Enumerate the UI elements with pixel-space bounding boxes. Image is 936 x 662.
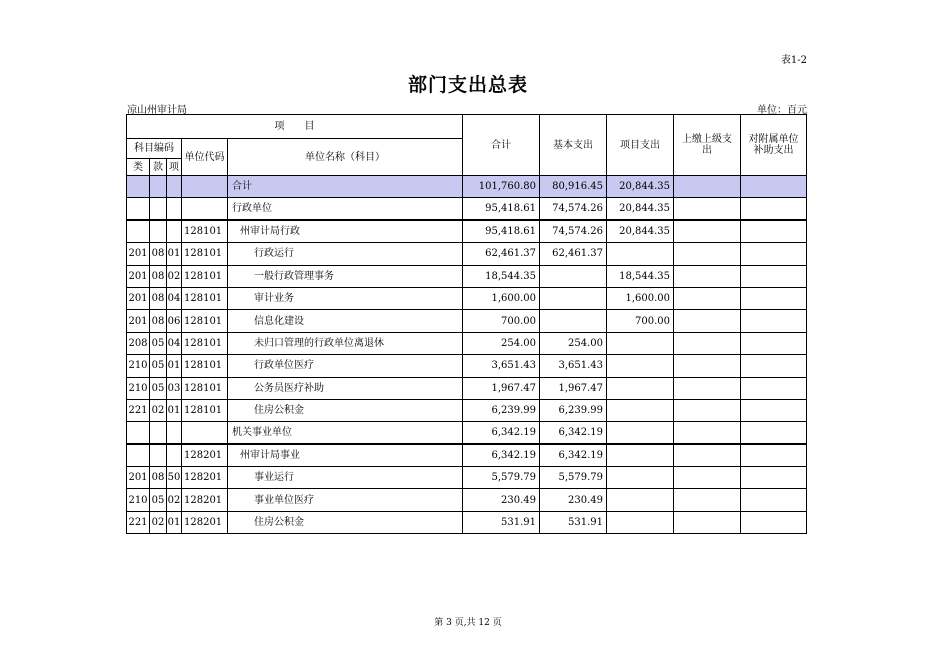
unit-code-cell: 128101 — [182, 355, 228, 377]
header-project: 项 目 — [127, 115, 463, 139]
project-cell — [607, 489, 674, 511]
header-subject-code: 科目编码 — [127, 139, 182, 159]
project-cell: 20,844.35 — [607, 176, 674, 198]
header-unit-name: 单位名称（科目） — [228, 139, 463, 176]
upper-cell — [674, 489, 741, 511]
unit-code-cell: 128201 — [182, 489, 228, 511]
basic-cell: 6,342.19 — [540, 444, 607, 466]
upper-cell — [674, 287, 741, 309]
total-cell: 62,461.37 — [463, 243, 540, 265]
kuan-cell — [150, 176, 167, 198]
subsidy-cell — [741, 176, 807, 198]
xiang-cell: 01 — [167, 399, 182, 421]
table-total-row — [127, 176, 807, 198]
xiang-cell: 06 — [167, 310, 182, 332]
subsidy-cell — [741, 489, 807, 511]
unit-code-cell: 128101 — [182, 287, 228, 309]
subsidy-cell — [741, 377, 807, 399]
kuan-cell: 05 — [150, 489, 167, 511]
table-row — [127, 198, 807, 220]
lei-cell: 201 — [127, 467, 150, 489]
page-footer: 第 3 页,共 12 页 — [434, 618, 502, 628]
table-row — [127, 243, 807, 265]
unit-code-cell: 128201 — [182, 467, 228, 489]
xiang-cell: 02 — [167, 489, 182, 511]
total-cell: 531.91 — [463, 511, 540, 533]
unit-name-cell: 州审计局行政 — [228, 220, 463, 242]
project-cell — [607, 332, 674, 354]
table-row — [127, 220, 807, 242]
project-cell: 18,544.35 — [607, 265, 674, 287]
basic-cell: 1,967.47 — [540, 377, 607, 399]
basic-cell: 6,239.99 — [540, 399, 607, 421]
total-cell: 700.00 — [463, 310, 540, 332]
header-unit-code: 单位代码 — [182, 139, 228, 176]
upper-cell — [674, 243, 741, 265]
basic-cell — [540, 265, 607, 287]
table-row — [127, 444, 807, 466]
upper-cell — [674, 176, 741, 198]
lei-cell: 210 — [127, 355, 150, 377]
kuan-cell — [150, 444, 167, 466]
basic-cell: 5,579.79 — [540, 467, 607, 489]
unit-name-cell: 行政单位医疗 — [228, 355, 463, 377]
xiang-cell — [167, 198, 182, 220]
kuan-cell: 08 — [150, 310, 167, 332]
xiang-cell — [167, 220, 182, 242]
total-cell: 6,239.99 — [463, 399, 540, 421]
upper-cell — [674, 422, 741, 444]
total-cell: 95,418.61 — [463, 198, 540, 220]
kuan-cell — [150, 422, 167, 444]
subsidy-cell — [741, 355, 807, 377]
table-row — [127, 355, 807, 377]
upper-cell — [674, 355, 741, 377]
unit-code-cell — [182, 198, 228, 220]
xiang-cell: 01 — [167, 243, 182, 265]
table-row — [127, 511, 807, 533]
unit-name-cell: 事业单位医疗 — [228, 489, 463, 511]
upper-cell — [674, 310, 741, 332]
unit-code-cell — [182, 422, 228, 444]
lei-cell — [127, 444, 150, 466]
basic-cell: 3,651.43 — [540, 355, 607, 377]
upper-cell — [674, 377, 741, 399]
xiang-cell: 04 — [167, 332, 182, 354]
unit-code-cell: 128101 — [182, 243, 228, 265]
unit-code-cell: 128101 — [182, 265, 228, 287]
project-cell — [607, 467, 674, 489]
subsidy-cell — [741, 198, 807, 220]
table-row — [127, 332, 807, 354]
xiang-cell: 02 — [167, 265, 182, 287]
lei-cell — [127, 198, 150, 220]
kuan-cell — [150, 198, 167, 220]
project-cell — [607, 243, 674, 265]
subsidy-cell — [741, 243, 807, 265]
subsidy-cell — [741, 399, 807, 421]
agency-name: 凉山州审计局 — [127, 105, 187, 116]
basic-cell — [540, 310, 607, 332]
total-cell: 230.49 — [463, 489, 540, 511]
basic-cell: 62,461.37 — [540, 243, 607, 265]
kuan-cell: 08 — [150, 467, 167, 489]
xiang-cell — [167, 176, 182, 198]
subsidy-cell — [741, 467, 807, 489]
subsidy-cell — [741, 444, 807, 466]
lei-cell: 201 — [127, 310, 150, 332]
subsidy-cell — [741, 332, 807, 354]
basic-cell: 74,574.26 — [540, 220, 607, 242]
project-cell — [607, 355, 674, 377]
header-kuan: 款 — [150, 159, 167, 176]
xiang-cell: 01 — [167, 511, 182, 533]
xiang-cell: 01 — [167, 355, 182, 377]
basic-cell: 531.91 — [540, 511, 607, 533]
unit-code-cell: 128101 — [182, 310, 228, 332]
unit-name-cell: 事业运行 — [228, 467, 463, 489]
unit-code-cell: 128101 — [182, 220, 228, 242]
total-cell: 101,760.80 — [463, 176, 540, 198]
upper-cell — [674, 332, 741, 354]
table-row — [127, 377, 807, 399]
upper-cell — [674, 198, 741, 220]
unit-name-cell: 审计业务 — [228, 287, 463, 309]
unit-name-cell: 公务员医疗补助 — [228, 377, 463, 399]
project-cell: 20,844.35 — [607, 198, 674, 220]
expenditure-table — [126, 114, 807, 534]
upper-cell — [674, 399, 741, 421]
unit-code-cell: 128101 — [182, 399, 228, 421]
table-row — [127, 287, 807, 309]
unit-code-cell — [182, 176, 228, 198]
total-cell: 18,544.35 — [463, 265, 540, 287]
xiang-cell: 50 — [167, 467, 182, 489]
lei-cell: 210 — [127, 489, 150, 511]
header-project-expenditure: 项目支出 — [607, 115, 674, 176]
total-cell: 254.00 — [463, 332, 540, 354]
unit-code-cell: 128101 — [182, 332, 228, 354]
unit-label: 单位：百元 — [757, 105, 807, 116]
upper-cell — [674, 511, 741, 533]
project-cell: 1,600.00 — [607, 287, 674, 309]
subsidy-cell — [741, 422, 807, 444]
header-lei: 类 — [127, 159, 150, 176]
unit-name-cell: 住房公积金 — [228, 511, 463, 533]
kuan-cell: 05 — [150, 355, 167, 377]
project-cell — [607, 422, 674, 444]
xiang-cell: 03 — [167, 377, 182, 399]
lei-cell: 210 — [127, 377, 150, 399]
upper-cell — [674, 220, 741, 242]
xiang-cell — [167, 422, 182, 444]
table-row — [127, 467, 807, 489]
kuan-cell: 08 — [150, 265, 167, 287]
basic-cell: 254.00 — [540, 332, 607, 354]
unit-name-cell: 信息化建设 — [228, 310, 463, 332]
kuan-cell: 08 — [150, 243, 167, 265]
unit-name-cell: 行政运行 — [228, 243, 463, 265]
lei-cell: 201 — [127, 265, 150, 287]
lei-cell: 221 — [127, 511, 150, 533]
form-number: 表1-2 — [780, 55, 807, 66]
kuan-cell: 08 — [150, 287, 167, 309]
subsidy-cell — [741, 265, 807, 287]
lei-cell — [127, 220, 150, 242]
table-row — [127, 310, 807, 332]
project-cell — [607, 511, 674, 533]
project-cell — [607, 377, 674, 399]
table-row — [127, 489, 807, 511]
total-cell: 1,967.47 — [463, 377, 540, 399]
header-upper: 上缴上级支出 — [674, 115, 741, 176]
total-cell: 1,600.00 — [463, 287, 540, 309]
header-xiang: 项 — [167, 159, 182, 176]
unit-code-cell: 128101 — [182, 377, 228, 399]
upper-cell — [674, 444, 741, 466]
basic-cell: 6,342.19 — [540, 422, 607, 444]
project-cell — [607, 444, 674, 466]
upper-cell — [674, 265, 741, 287]
subsidy-cell — [741, 511, 807, 533]
lei-cell — [127, 176, 150, 198]
lei-cell: 201 — [127, 243, 150, 265]
table-row — [127, 399, 807, 421]
subsidy-cell — [741, 220, 807, 242]
kuan-cell: 02 — [150, 399, 167, 421]
page-title: 部门支出总表 — [407, 74, 528, 96]
basic-cell — [540, 287, 607, 309]
unit-code-cell: 128201 — [182, 511, 228, 533]
xiang-cell — [167, 444, 182, 466]
unit-name-cell: 合计 — [228, 176, 463, 198]
total-cell: 3,651.43 — [463, 355, 540, 377]
lei-cell: 208 — [127, 332, 150, 354]
basic-cell: 74,574.26 — [540, 198, 607, 220]
kuan-cell: 05 — [150, 332, 167, 354]
unit-name-cell: 州审计局事业 — [228, 444, 463, 466]
table-row — [127, 265, 807, 287]
kuan-cell: 05 — [150, 377, 167, 399]
total-cell: 95,418.61 — [463, 220, 540, 242]
kuan-cell — [150, 220, 167, 242]
upper-cell — [674, 467, 741, 489]
total-cell: 6,342.19 — [463, 444, 540, 466]
project-cell: 700.00 — [607, 310, 674, 332]
subsidy-cell — [741, 287, 807, 309]
lei-cell: 221 — [127, 399, 150, 421]
basic-cell: 230.49 — [540, 489, 607, 511]
unit-name-cell: 一般行政管理事务 — [228, 265, 463, 287]
header-subsidy: 对附属单位补助支出 — [741, 115, 807, 176]
unit-code-cell: 128201 — [182, 444, 228, 466]
total-cell: 6,342.19 — [463, 422, 540, 444]
table-row — [127, 422, 807, 444]
project-cell: 20,844.35 — [607, 220, 674, 242]
project-cell — [607, 399, 674, 421]
header-basic: 基本支出 — [540, 115, 607, 176]
kuan-cell: 02 — [150, 511, 167, 533]
header-total: 合计 — [463, 115, 540, 176]
unit-name-cell: 未归口管理的行政单位离退休 — [228, 332, 463, 354]
total-cell: 5,579.79 — [463, 467, 540, 489]
lei-cell: 201 — [127, 287, 150, 309]
xiang-cell: 04 — [167, 287, 182, 309]
lei-cell — [127, 422, 150, 444]
unit-name-cell: 机关事业单位 — [228, 422, 463, 444]
subsidy-cell — [741, 310, 807, 332]
basic-cell: 80,916.45 — [540, 176, 607, 198]
unit-name-cell: 行政单位 — [228, 198, 463, 220]
unit-name-cell: 住房公积金 — [228, 399, 463, 421]
